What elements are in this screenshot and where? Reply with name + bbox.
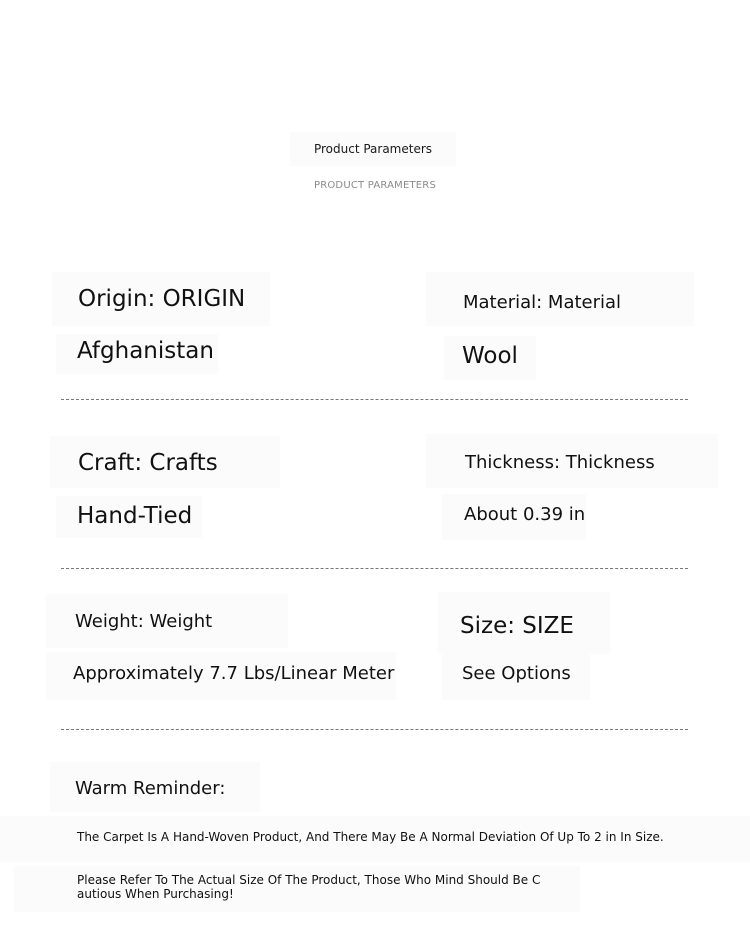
reminder-title: Warm Reminder: [75,778,226,799]
reminder-line-2a: Please Refer To The Actual Size Of The Product, Those Who Mind Should Be C [77,873,541,887]
thickness-value: About 0.39 in [464,504,586,525]
thickness-label: Thickness: Thickness [465,452,655,473]
weight-label: Weight: Weight [75,611,213,632]
page-subtitle: PRODUCT PARAMETERS [313,180,437,191]
craft-value: Hand-Tied [77,503,193,529]
row-divider-1 [61,399,688,400]
material-value: Wool [462,343,518,369]
size-value: See Options [462,663,571,684]
size-label: Size: SIZE [460,613,574,639]
origin-label: Origin: ORIGIN [78,286,246,312]
weight-value: Approximately 7.7 Lbs/Linear Meter [73,663,395,684]
material-label: Material: Material [463,292,622,313]
craft-label: Craft: Crafts [78,450,218,476]
row-divider-2 [61,568,688,569]
reminder-line-1: The Carpet Is A Hand-Woven Product, And There May Be A Normal Deviation Of Up To 2 in In Size. [77,830,664,844]
reminder-line-2 [77,873,577,901]
page-title: Product Parameters [290,132,456,166]
row-divider-3 [61,729,688,730]
reminder-line-2b: autious When Purchasing! [77,887,234,901]
origin-value: Afghanistan [77,338,214,364]
